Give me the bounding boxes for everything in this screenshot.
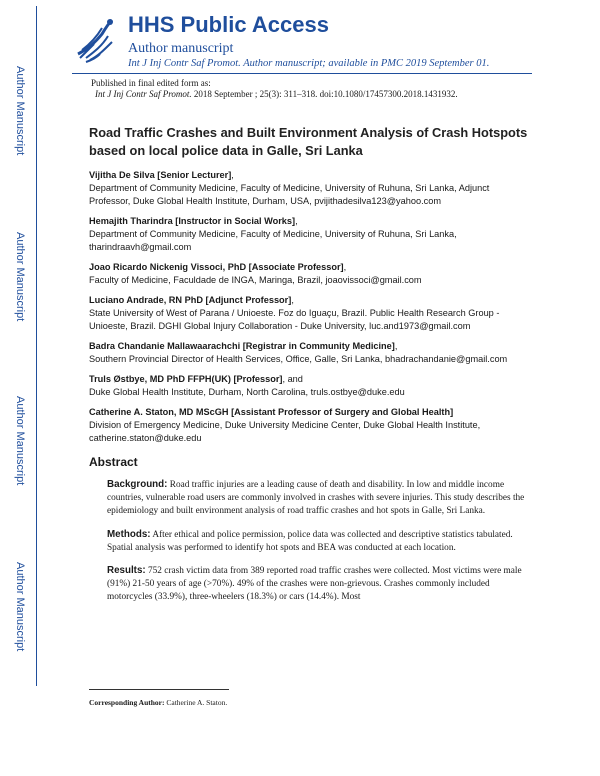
header-divider: [72, 73, 532, 74]
author-name: Hemajith Tharindra [Instructor in Social Works]: [89, 216, 296, 226]
footnote-divider: [89, 689, 229, 690]
sidebar-label: Author Manuscript: [14, 66, 26, 156]
left-margin-sidebar: [0, 0, 38, 690]
author-suffix: ,: [231, 170, 234, 180]
author-entry: [89, 215, 529, 254]
author-entry: [89, 406, 529, 445]
section-text: After ethical and police permission, police data was collected and descriptive statistics tabulated. Spatial analysis was performed to identify hot spots and BEA was conducted at each location.: [107, 529, 513, 553]
section-label: Background:: [107, 479, 168, 491]
author-name: Luciano Andrade, RN PhD [Adjunct Professor]: [89, 295, 292, 305]
author-suffix: ,: [291, 295, 294, 305]
author-suffix: ,: [343, 262, 347, 272]
author-suffix: , and: [282, 374, 303, 384]
published-label: Published in final edited form as:: [91, 78, 211, 88]
footnote: [89, 698, 227, 707]
author-name: Catherine A. Staton, MD MScGH [Assistant Professor of Surgery and Global Health]: [89, 407, 454, 417]
footnote-text: Catherine A. Staton.: [164, 698, 228, 707]
author-name: Truls Østbye, MD PhD FFPH(UK) [Professor]: [89, 374, 283, 384]
author-affiliation: Faculty of Medicine, Faculdade de INGA, Maringa, Brazil, joaovissoci@gmail.com: [89, 275, 422, 285]
abstract-background: [107, 478, 529, 518]
author-entry: [89, 340, 529, 366]
journal-citation: [128, 58, 489, 69]
hhs-eagle-logo-icon: [72, 14, 120, 64]
abstract-methods: [107, 528, 529, 555]
author-entry: [89, 261, 529, 287]
published-details: 2018 September ; 25(3): 311–318. doi:10.1080/17457300.2018.1431932.: [191, 89, 458, 99]
author-name: Vijitha De Silva [Senior Lecturer]: [89, 170, 232, 180]
author-name: Joao Ricardo Nickenig Vissoci, PhD [Associate Professor]: [89, 262, 344, 272]
section-text: 752 crash victim data from 389 reported road traffic crashes were collected. Most victims were male (91%) 21-50 years of age (>70%). 49% of the crashes were non-grievous. Crashes commonly included motorcycles (33.9%), three-wheelers (18.3%) or cars (14.4%). Most: [107, 565, 522, 602]
article-body: [89, 124, 529, 611]
abstract-results: [107, 564, 529, 604]
section-label: Results:: [107, 564, 146, 576]
manuscript-subtitle: Author manuscript: [128, 41, 234, 56]
author-entry: [89, 169, 529, 208]
author-affiliation: Division of Emergency Medicine, Duke University Medicine Center, Duke Global Health Institute, catherine.staton@duke.edu: [89, 420, 481, 443]
author-affiliation: Department of Community Medicine, Faculty of Medicine, University of Ruhuna, Sri Lanka, Adjunct Professor, Duke Global Health Institute, Durham, USA, pvijithadesilva123@yahoo.com: [89, 183, 490, 206]
author-entry: [89, 373, 529, 399]
author-affiliation: Duke Global Health Institute, Durham, North Carolina, truls.ostbye@duke.edu: [89, 387, 405, 397]
published-line: [91, 89, 458, 100]
sidebar-label: Author Manuscript: [14, 562, 26, 652]
citation-text: Int J Inj Contr Saf Promot. Author manuscript; available in PMC 2019 September 01.: [128, 58, 490, 69]
article-title: Road Traffic Crashes and Built Environment Analysis of Crash Hotspots based on local police data in Galle, Sri Lanka: [89, 125, 528, 158]
author-suffix: ,: [295, 216, 298, 226]
author-affiliation: Department of Community Medicine, Faculty of Medicine, University of Ruhuna, Sri Lanka, tharindraavh@gmail.com: [89, 229, 457, 252]
author-affiliation: State University of West of Parana / Unioeste. Foz do Iguaçu, Brazil. Public Health Research Group - Unioeste, Brazil. DGHI Global Injury Collaboration - Duke University, luc.and1973@gmail.com: [89, 308, 500, 331]
abstract-heading: Abstract: [89, 455, 138, 469]
section-text: Road traffic injuries are a leading cause of death and disability. In low and middle income countries, vulnerable road users are commonly involved in crashes with severe injuries. This study describes the epidemiology and built environment analysis of road traffic crashes and hot spots in Galle, Sri Lanka.: [107, 480, 525, 517]
author-entry: [89, 294, 529, 333]
author-affiliation: Southern Provincial Director of Health Services, Office, Galle, Sri Lanka, bhadrachandanie@gmail.com: [89, 354, 508, 364]
published-info: [91, 78, 458, 100]
section-label: Methods:: [107, 528, 151, 540]
published-journal: Int J Inj Contr Saf Promot.: [95, 89, 192, 99]
hhs-title: HHS Public Access: [128, 12, 329, 37]
sidebar-label: Author Manuscript: [14, 232, 26, 322]
author-suffix: ,: [394, 341, 398, 351]
sidebar-label: Author Manuscript: [14, 396, 26, 486]
sidebar-rule: [36, 6, 37, 686]
author-name: Badra Chandanie Mallawaarachchi [Registrar in Community Medicine]: [89, 341, 395, 351]
footnote-label: Corresponding Author:: [89, 698, 165, 707]
hhs-header: [72, 10, 592, 72]
